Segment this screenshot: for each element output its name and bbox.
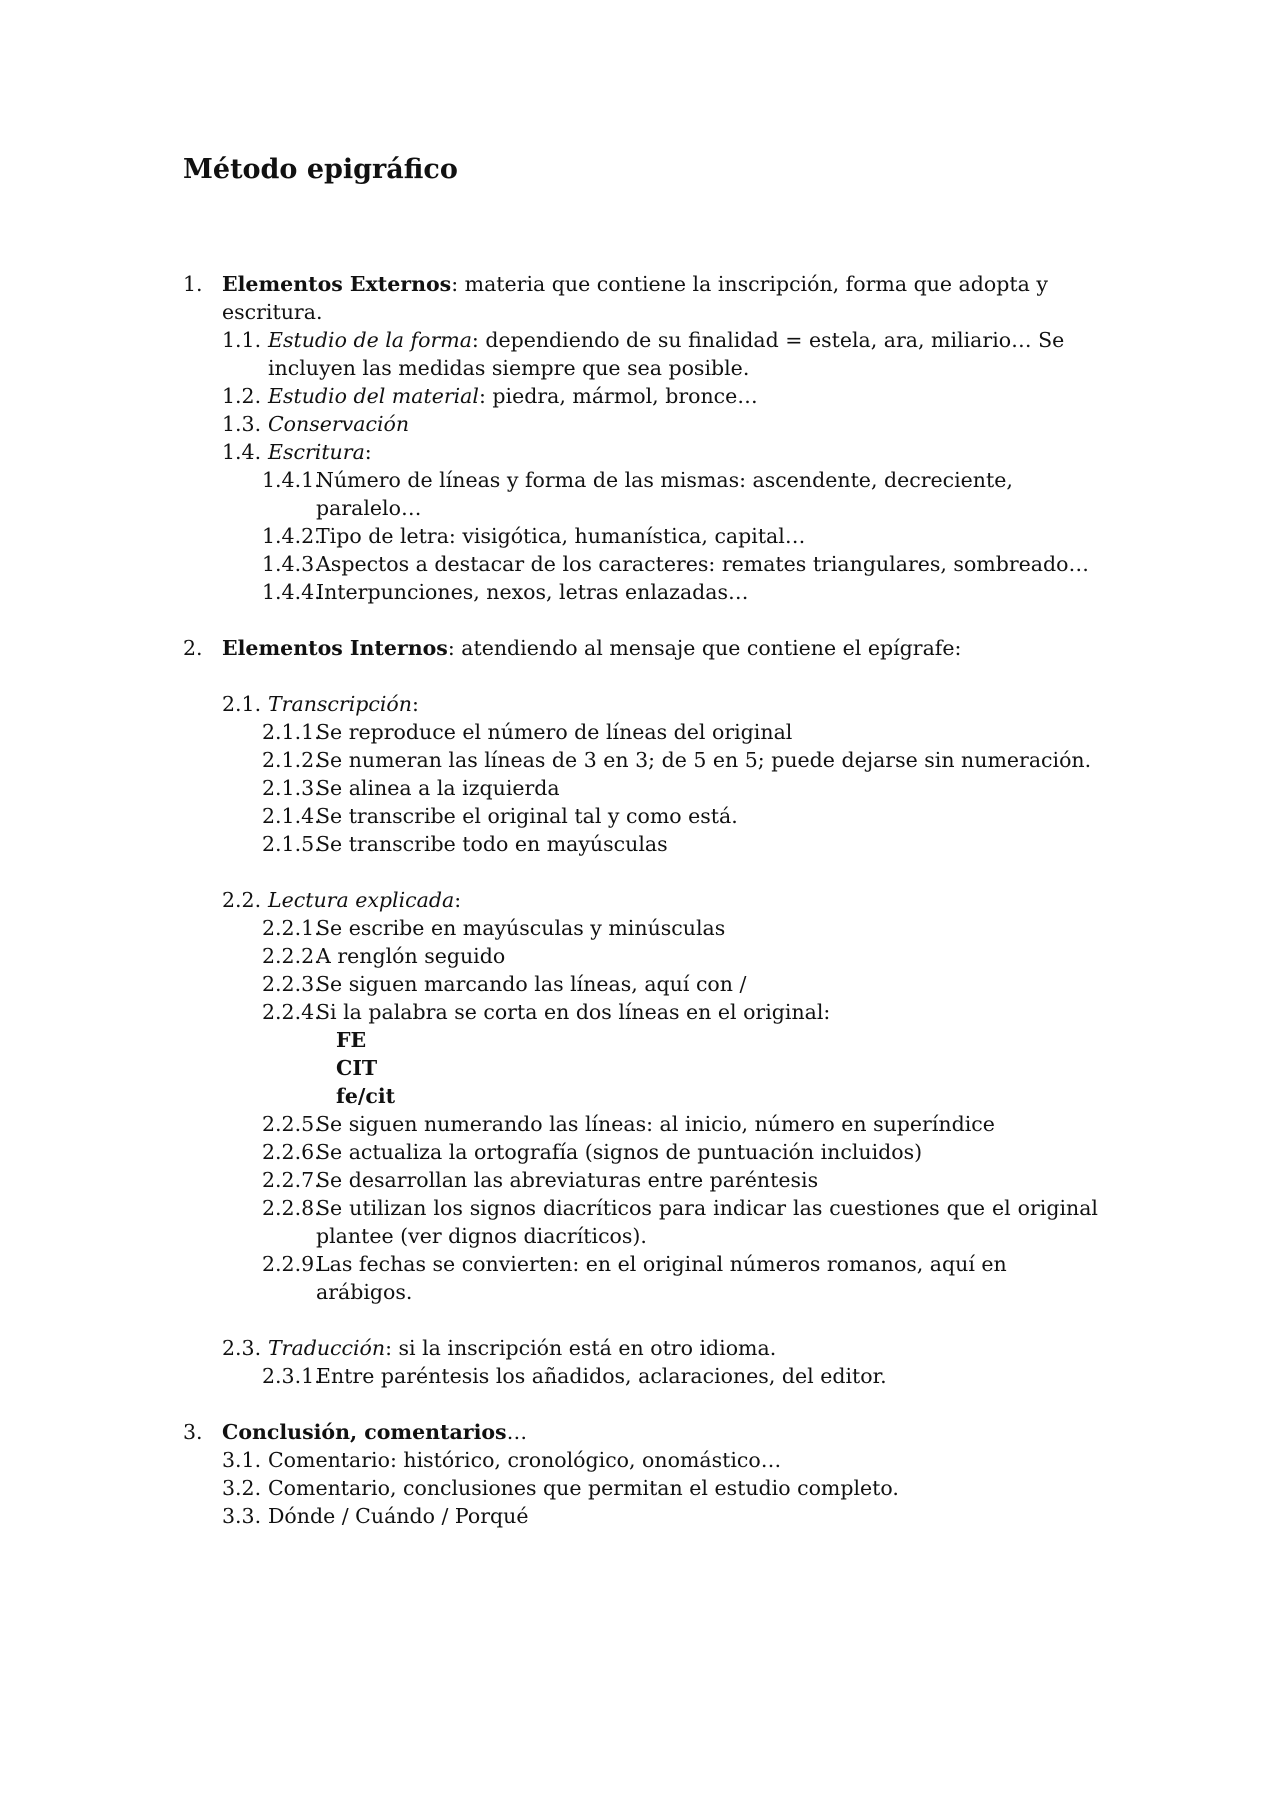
item-text: Las fechas se convierten: en el original números romanos, aquí en arábigos. bbox=[316, 1252, 1007, 1304]
list-item bbox=[262, 914, 1098, 942]
list-number: 1.4.3. bbox=[262, 552, 321, 576]
list-number: 2.2.6. bbox=[262, 1140, 321, 1164]
item-term: Conservación bbox=[268, 412, 410, 436]
item-text: : piedra, mármol, bronce… bbox=[478, 384, 758, 408]
list-number: 2.3.1. bbox=[262, 1364, 321, 1388]
list-item bbox=[222, 438, 1098, 466]
list-item bbox=[262, 802, 1098, 830]
outline bbox=[183, 270, 1098, 1530]
section-2-heading bbox=[183, 634, 1098, 662]
item-text: : si la inscripción está en otro idioma. bbox=[385, 1336, 777, 1360]
item-text: Se transcribe el original tal y como está. bbox=[316, 804, 738, 828]
item-text: Entre paréntesis los añadidos, aclaraciones, del editor. bbox=[316, 1364, 887, 1388]
list-number: 2.2.3. bbox=[262, 972, 321, 996]
item-term: Lectura explicada bbox=[268, 888, 455, 912]
list-number: 2.1.1. bbox=[262, 720, 321, 744]
list-number: 3.1. bbox=[222, 1448, 262, 1472]
item-text: Número de líneas y forma de las mismas: ascendente, decreciente, paralelo… bbox=[316, 468, 1013, 520]
list-number: 2.2. bbox=[222, 888, 262, 912]
list-item bbox=[262, 1362, 1098, 1390]
list-item bbox=[222, 1474, 1098, 1502]
item-term: Escritura bbox=[268, 440, 365, 464]
list-number: 1.4.2. bbox=[262, 524, 321, 548]
list-number: 1.1. bbox=[222, 328, 262, 352]
item-text: : bbox=[454, 888, 462, 912]
list-number: 2.2.1. bbox=[262, 916, 321, 940]
example-line: CIT bbox=[336, 1056, 378, 1080]
list-item bbox=[262, 1166, 1098, 1194]
list-item bbox=[262, 746, 1098, 774]
item-text: Comentario: histórico, cronológico, onomástico… bbox=[268, 1448, 782, 1472]
item-text: Aspectos a destacar de los caracteres: remates triangulares, sombreado… bbox=[316, 552, 1089, 576]
item-text: Se alinea a la izquierda bbox=[316, 776, 560, 800]
list-number: 1. bbox=[183, 272, 203, 296]
list-number: 2.2.4. bbox=[262, 1000, 321, 1024]
item-text: Tipo de letra: visigótica, humanística, capital… bbox=[316, 524, 806, 548]
section-title: Elementos Internos bbox=[222, 636, 448, 660]
list-number: 1.4. bbox=[222, 440, 262, 464]
list-number: 2.1.2. bbox=[262, 748, 321, 772]
list-number: 1.4.4. bbox=[262, 580, 321, 604]
item-text: A renglón seguido bbox=[316, 944, 506, 968]
subsection-heading bbox=[222, 1334, 1098, 1362]
list-number: 3. bbox=[183, 1420, 203, 1444]
section-description: : atendiendo al mensaje que contiene el epígrafe: bbox=[447, 636, 962, 660]
list-number: 2. bbox=[183, 636, 203, 660]
list-number: 1.3. bbox=[222, 412, 262, 436]
item-text: : bbox=[411, 692, 419, 716]
item-term: Estudio del material bbox=[268, 384, 479, 408]
example-line: FE bbox=[336, 1028, 367, 1052]
list-item bbox=[262, 774, 1098, 802]
list-number: 2.2.5. bbox=[262, 1112, 321, 1136]
list-number: 3.3. bbox=[222, 1504, 262, 1528]
document-title: Método epigráfico bbox=[183, 154, 458, 185]
list-number: 2.3. bbox=[222, 1336, 262, 1360]
item-text: Se siguen marcando las líneas, aquí con / bbox=[316, 972, 747, 996]
list-item bbox=[262, 1138, 1098, 1166]
list-item bbox=[262, 550, 1098, 578]
list-item bbox=[222, 410, 1098, 438]
list-item bbox=[222, 1502, 1098, 1530]
section-title: Elementos Externos bbox=[222, 272, 452, 296]
section-title: Conclusión, comentarios bbox=[222, 1420, 507, 1444]
section-description: : materia que contiene la inscripción, forma que adopta y escritura. bbox=[222, 272, 1048, 324]
list-number: 1.2. bbox=[222, 384, 262, 408]
list-item bbox=[262, 830, 1098, 858]
list-item bbox=[262, 1194, 1098, 1250]
item-term: Transcripción bbox=[268, 692, 412, 716]
list-item bbox=[262, 522, 1098, 550]
section-1-heading bbox=[183, 270, 1098, 326]
list-number: 2.2.9. bbox=[262, 1252, 321, 1276]
list-item bbox=[262, 1110, 1098, 1138]
item-text: Se utilizan los signos diacríticos para indicar las cuestiones que el original plantee (ver dignos diacríticos). bbox=[316, 1196, 1098, 1248]
list-item bbox=[262, 578, 1098, 606]
item-text: Comentario, conclusiones que permitan el estudio completo. bbox=[268, 1476, 899, 1500]
item-text: Si la palabra se corta en dos líneas en el original: bbox=[316, 1000, 831, 1024]
item-term: Traducción bbox=[268, 1336, 386, 1360]
list-number: 2.2.8. bbox=[262, 1196, 321, 1220]
list-number: 2.1.3. bbox=[262, 776, 321, 800]
item-text: Se numeran las líneas de 3 en 3; de 5 en 5; puede dejarse sin numeración. bbox=[316, 748, 1092, 772]
section-description: … bbox=[506, 1420, 528, 1444]
list-number: 1.4.1. bbox=[262, 468, 321, 492]
subsection-heading bbox=[222, 886, 1098, 914]
list-item bbox=[262, 998, 1098, 1026]
list-item bbox=[262, 942, 1098, 970]
subsection-heading bbox=[222, 690, 1098, 718]
item-term: Estudio de la forma bbox=[268, 328, 472, 352]
list-number: 2.2.2. bbox=[262, 944, 321, 968]
list-item bbox=[222, 326, 1098, 382]
item-text: : dependiendo de su finalidad = estela, ara, miliario… Se incluyen las medidas siempre que sea posible. bbox=[268, 328, 1065, 380]
item-text: Dónde / Cuándo / Porqué bbox=[268, 1504, 529, 1528]
list-item bbox=[262, 1250, 1098, 1306]
example-line: fe/cit bbox=[336, 1084, 396, 1108]
list-item bbox=[262, 466, 1098, 522]
list-item bbox=[262, 970, 1098, 998]
list-number: 2.1. bbox=[222, 692, 262, 716]
item-text: Se reproduce el número de líneas del original bbox=[316, 720, 793, 744]
item-text: Se transcribe todo en mayúsculas bbox=[316, 832, 668, 856]
list-number: 2.1.5. bbox=[262, 832, 321, 856]
item-text: Se desarrollan las abreviaturas entre paréntesis bbox=[316, 1168, 819, 1192]
item-text: Se escribe en mayúsculas y minúsculas bbox=[316, 916, 726, 940]
list-item bbox=[262, 718, 1098, 746]
item-text: Se actualiza la ortografía (signos de puntuación incluidos) bbox=[316, 1140, 923, 1164]
list-number: 2.1.4. bbox=[262, 804, 321, 828]
item-text: Interpunciones, nexos, letras enlazadas… bbox=[316, 580, 749, 604]
item-text: Se siguen numerando las líneas: al inicio, número en superíndice bbox=[316, 1112, 995, 1136]
list-item bbox=[222, 1446, 1098, 1474]
list-item bbox=[222, 382, 1098, 410]
item-text: : bbox=[364, 440, 372, 464]
list-number: 2.2.7. bbox=[262, 1168, 321, 1192]
section-3-heading bbox=[183, 1418, 1098, 1446]
list-number: 3.2. bbox=[222, 1476, 262, 1500]
